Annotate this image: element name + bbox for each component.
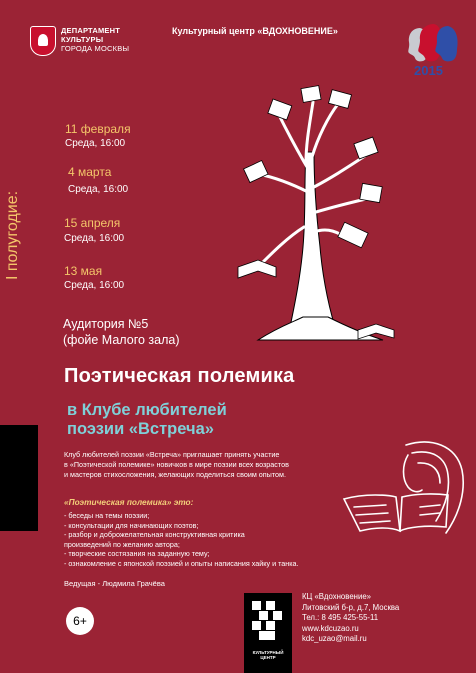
decorative-block: [0, 425, 38, 531]
year-label: 2015: [414, 63, 443, 78]
kc-logo-line-1: КУЛЬТУРНЫЙ: [252, 650, 284, 655]
list-item: - беседы на темы поэзии;: [64, 511, 150, 520]
time-4: Среда, 16:00: [64, 280, 125, 291]
intro-line-1: Клуб любителей поэзии «Встреча» приглашает принять участие: [64, 450, 280, 459]
center-title: Культурный центр «ВДОХНОВЕНИЕ»: [172, 26, 338, 36]
kc-logo-caption: [252, 650, 284, 660]
club-line-2: поэзии «Встреча»: [67, 420, 214, 438]
room-line-1: Аудитория №5: [63, 317, 149, 331]
room-line-2: (фойе Малого зала): [63, 333, 180, 347]
department-label: [61, 26, 129, 53]
department-line-2: КУЛЬТУРЫ: [61, 35, 104, 44]
list-title: «Поэтическая полемика» это:: [64, 497, 194, 507]
reading-girl-illustration: [336, 435, 476, 550]
club-line-1: в Клубе любителей: [67, 401, 227, 419]
contact-name: КЦ «Вдохновение»: [302, 592, 371, 601]
host-label: Ведущая - Людмила Грачёва: [64, 579, 165, 588]
list-item: - разбор и доброжелательная конструктивная критика: [64, 530, 245, 540]
kc-logo: [244, 593, 292, 673]
list-item: произведений по желанию автора;: [64, 539, 180, 549]
book-tree-illustration: [218, 82, 408, 342]
date-4: 13 мая: [64, 264, 103, 278]
kc-logo-line-2: ЦЕНТР: [260, 655, 276, 660]
time-1: Среда, 16:00: [65, 138, 126, 149]
department-line-1: ДЕПАРТАМЕНТ: [61, 26, 121, 35]
room-info: [63, 316, 180, 348]
contacts-block: [302, 592, 399, 645]
club-title: [67, 401, 227, 439]
date-3: 15 апреля: [64, 216, 121, 230]
date-1: 11 февраля: [65, 122, 131, 136]
kc-logo-icon: [244, 593, 292, 649]
date-2: 4 марта: [68, 165, 112, 179]
age-rating-badge: 6+: [66, 607, 94, 635]
department-line-3: ГОРОДА МОСКВЫ: [61, 44, 130, 53]
profiles-logo-icon: [406, 20, 462, 90]
list-item: - творческие состязания на заданную тему;: [64, 549, 210, 559]
time-2: Среда, 16:00: [68, 184, 129, 195]
main-title: Поэтическая полемика: [64, 365, 295, 387]
list-item: - ознакомление с японской поэзией и опыты написания хайку и танка.: [64, 558, 299, 568]
time-3: Среда, 16:00: [64, 233, 125, 244]
list-item: - консультации для начинающих поэтов;: [64, 520, 199, 530]
semester-label: I полугодие:: [4, 190, 21, 280]
contact-address: Литовский б-р, д.7, Москва: [302, 602, 400, 612]
moscow-emblem-icon: [30, 26, 56, 56]
contact-site-link[interactable]: www.kdcuzao.ru: [302, 623, 359, 633]
contact-email-link[interactable]: kdc_uzao@mail.ru: [302, 634, 367, 644]
intro-line-2: в «Поэтической полемике» новичков в мире поэзии всех возрастов: [64, 460, 289, 469]
contact-phone: Тел.: 8 495 425-55-11: [302, 613, 379, 623]
intro-line-3: и мастеров стихосложения, желающих поделиться своим опытом.: [64, 470, 286, 479]
